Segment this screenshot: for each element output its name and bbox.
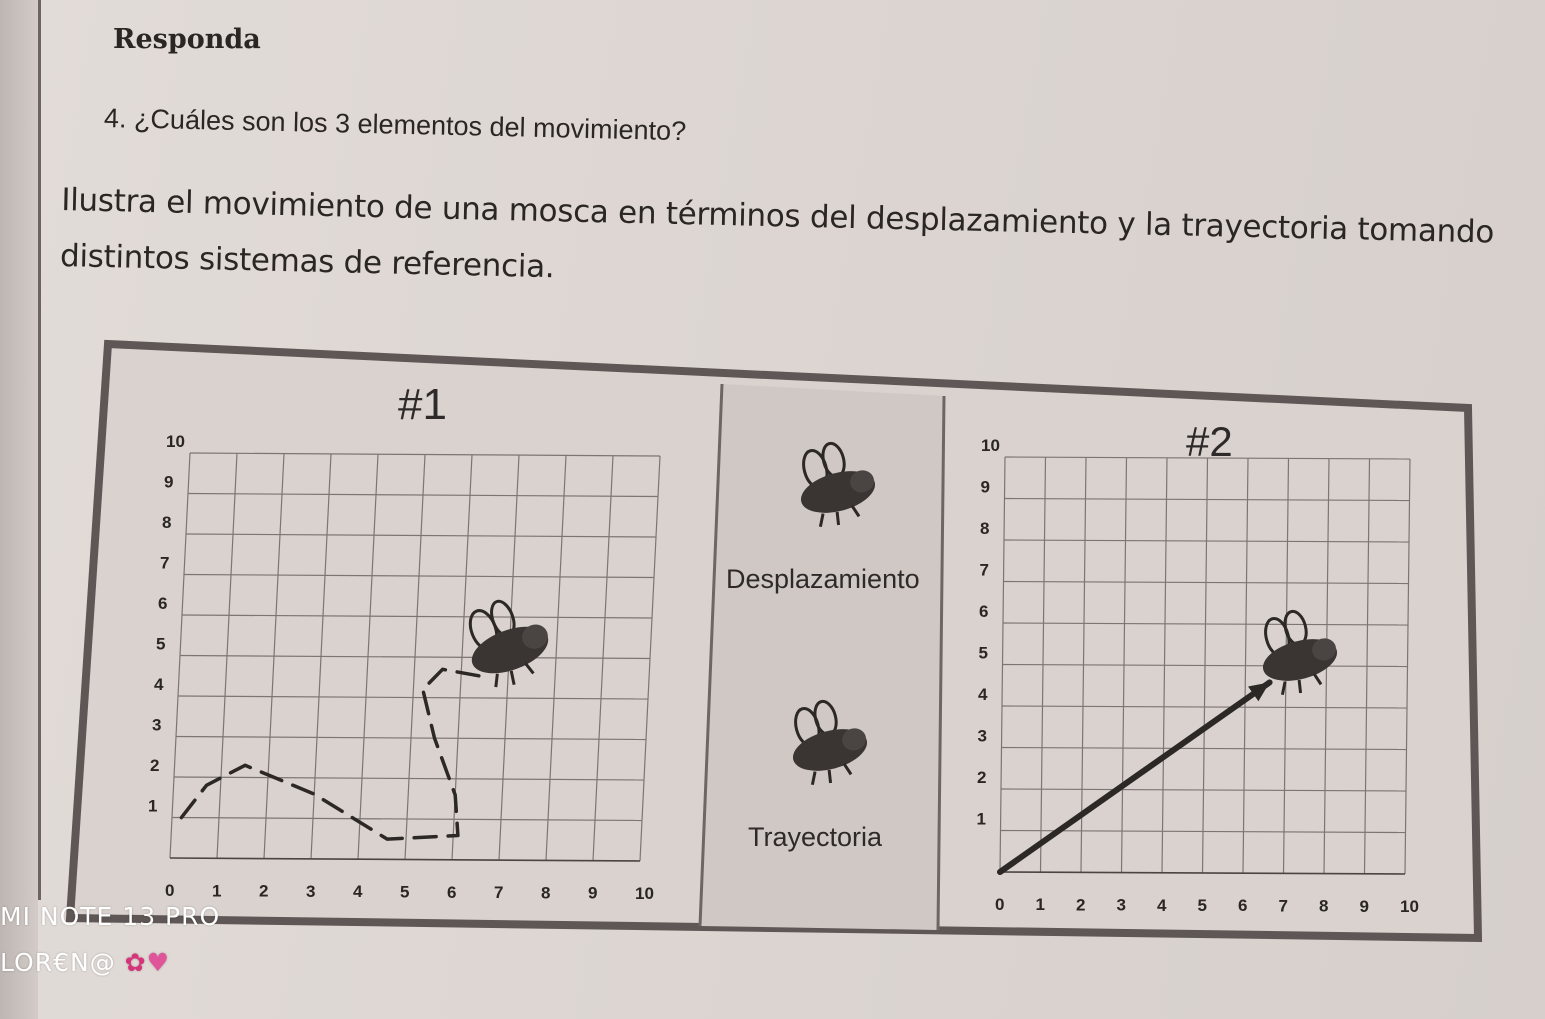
y-tick-label: 10 [981, 436, 1000, 455]
instruction-text: Ilustra el movimiento de una mosca en términos del desplazamiento y la trayectoria tomando distintos sistemas de referencia. [59, 181, 1495, 286]
y-tick-label: 10 [166, 432, 185, 451]
y-tick-label: 4 [978, 685, 988, 704]
x-tick-label: 2 [259, 881, 269, 901]
x-tick-label: 0 [165, 881, 175, 900]
graph-1-title: #1 [398, 380, 447, 429]
x-tick-label: 5 [1197, 896, 1207, 915]
x-tick-label: 4 [353, 882, 363, 902]
y-tick-label: 1 [976, 809, 986, 829]
graph-2-title: #2 [1186, 418, 1233, 465]
y-tick-label: 6 [158, 594, 168, 613]
y-tick-label: 8 [162, 513, 172, 532]
x-tick-label: 9 [588, 883, 598, 903]
x-tick-label: 6 [1238, 896, 1248, 916]
label-trayectoria: Trayectoria [748, 822, 883, 852]
y-tick-label: 7 [160, 553, 170, 573]
x-tick-label: 9 [1359, 896, 1369, 916]
y-tick-label: 7 [979, 560, 989, 580]
y-tick-label: 5 [156, 634, 166, 654]
x-tick-label: 5 [400, 882, 410, 902]
x-tick-label: 8 [541, 883, 551, 903]
watermark-device: MI NOTE 13 PRO [0, 902, 221, 931]
y-tick-label: 6 [979, 602, 989, 621]
hearts-icon: ♥ [146, 948, 171, 977]
x-tick-label: 6 [447, 882, 457, 902]
x-tick-label: 10 [635, 884, 654, 903]
x-tick-label: 7 [494, 883, 504, 903]
question-4: 4. ¿Cuáles son los 3 elementos del movimiento? [103, 103, 687, 147]
y-tick-label: 2 [150, 756, 160, 775]
y-tick-label: 8 [980, 519, 990, 538]
x-tick-label: 7 [1278, 896, 1288, 916]
flower-icon: ✿ [124, 948, 147, 977]
y-tick-label: 9 [164, 472, 174, 492]
x-tick-label: 3 [306, 881, 316, 901]
x-tick-label: 2 [1076, 895, 1086, 915]
y-tick-label: 2 [977, 768, 987, 787]
x-tick-label: 3 [1116, 895, 1126, 915]
label-desplazamiento: Desplazamiento [726, 564, 920, 594]
watermark-user-text: LOR€N@ [0, 948, 116, 977]
y-tick-label: 1 [148, 796, 158, 816]
heading-responda: Responda [113, 24, 261, 55]
x-tick-label: 10 [1400, 897, 1419, 916]
y-tick-label: 5 [978, 643, 988, 663]
x-tick-label: 8 [1319, 896, 1329, 916]
x-tick-label: 4 [1157, 895, 1167, 915]
y-tick-label: 9 [980, 477, 990, 497]
x-tick-label: 0 [995, 895, 1005, 914]
x-tick-label: 1 [212, 881, 222, 901]
watermark-user [0, 948, 170, 977]
y-tick-label: 3 [977, 726, 987, 746]
x-tick-label: 1 [1035, 895, 1045, 915]
y-tick-label: 3 [152, 715, 162, 735]
y-tick-label: 4 [154, 675, 164, 694]
